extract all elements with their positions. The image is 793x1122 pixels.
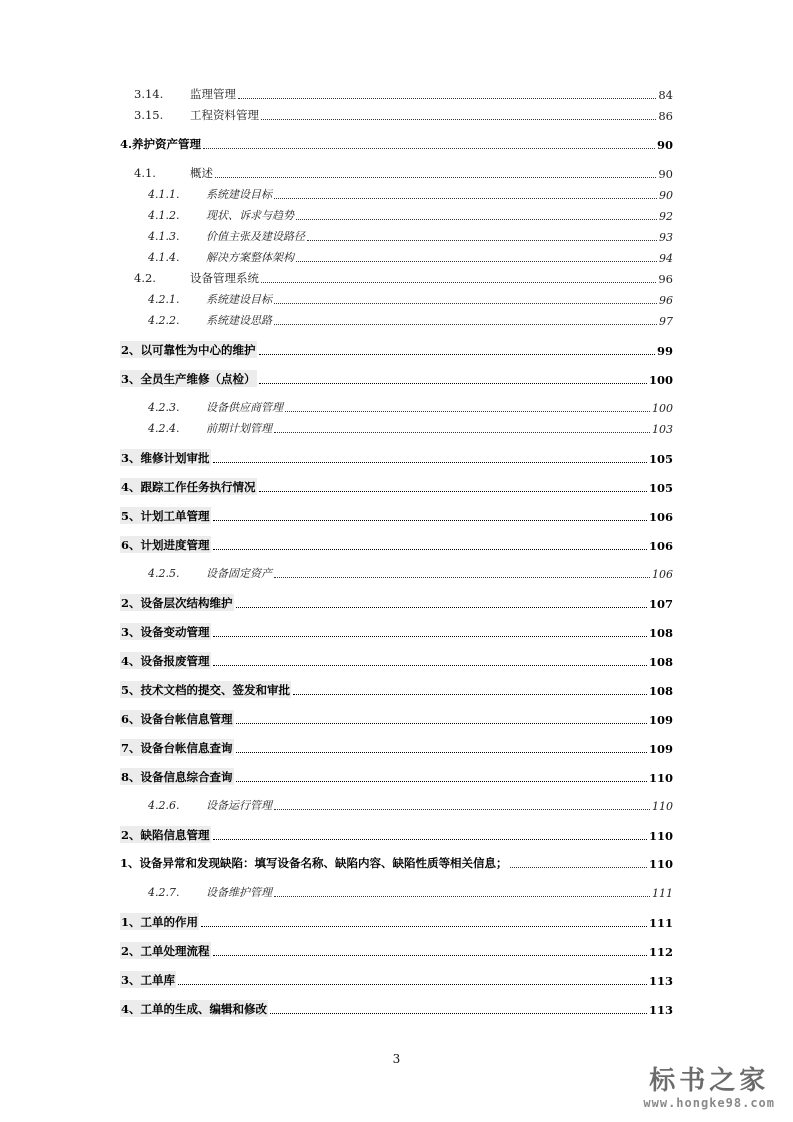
toc-title: 4、设备报废管理 bbox=[121, 654, 210, 668]
toc-title: 3、工单库 bbox=[121, 973, 176, 987]
dot-leader bbox=[296, 261, 657, 262]
toc-title: 1、工单的作用 bbox=[121, 915, 199, 929]
toc-entry[interactable] bbox=[120, 312, 673, 328]
toc-number: 3.15. bbox=[134, 108, 164, 122]
toc-title: 解决方案整体架构 bbox=[206, 251, 294, 264]
dot-leader bbox=[274, 432, 650, 433]
dot-leader bbox=[274, 809, 650, 810]
toc-page: 92 bbox=[659, 210, 673, 223]
toc-page: 97 bbox=[659, 315, 673, 328]
dot-leader bbox=[236, 781, 647, 782]
dot-leader bbox=[236, 723, 647, 724]
toc-entry[interactable] bbox=[120, 291, 673, 307]
dot-leader bbox=[238, 98, 656, 99]
toc-entry[interactable] bbox=[120, 165, 673, 181]
toc-page: 106 bbox=[648, 510, 673, 524]
toc-title: 系统建设思路 bbox=[206, 314, 272, 327]
toc-page: 99 bbox=[656, 344, 673, 358]
toc-entry[interactable] bbox=[120, 228, 673, 244]
toc-title: 前期计划管理 bbox=[206, 422, 272, 435]
toc-entry[interactable] bbox=[120, 913, 673, 930]
toc-page: 111 bbox=[648, 916, 673, 930]
toc-number: 4.1. bbox=[134, 166, 156, 180]
dot-leader bbox=[213, 665, 647, 666]
toc-entry[interactable] bbox=[120, 826, 673, 843]
toc-title: 4、工单的生成、编辑和修改 bbox=[121, 1002, 268, 1016]
toc-title: 概述 bbox=[190, 166, 213, 180]
toc-page: 112 bbox=[648, 945, 673, 959]
toc-entry[interactable] bbox=[120, 594, 673, 611]
toc-number: 3.14. bbox=[134, 87, 164, 101]
toc-title: 2、设备层次结构维护 bbox=[121, 596, 233, 610]
toc-number: 4.2.3. bbox=[148, 401, 180, 414]
toc-page: 90 bbox=[656, 138, 673, 152]
toc-page: 113 bbox=[648, 974, 673, 988]
toc-entry[interactable] bbox=[120, 942, 673, 959]
dot-leader bbox=[213, 636, 647, 637]
toc-title: 2、工单处理流程 bbox=[121, 944, 210, 958]
toc-title: 5、计划工单管理 bbox=[121, 509, 210, 523]
watermark-logo bbox=[643, 1066, 775, 1110]
dot-leader bbox=[307, 240, 657, 241]
toc-entry[interactable] bbox=[120, 399, 673, 415]
toc-title: 养护资产管理 bbox=[132, 137, 202, 151]
page-number: 3 bbox=[392, 1052, 401, 1066]
toc-page: 113 bbox=[648, 1003, 673, 1017]
toc-title: 价值主张及建设路径 bbox=[206, 230, 305, 243]
toc-entry[interactable] bbox=[120, 739, 673, 756]
toc-number: 4.2. bbox=[134, 271, 156, 285]
toc-title: 3、维修计划审批 bbox=[121, 451, 210, 465]
toc-entry[interactable] bbox=[120, 270, 673, 286]
toc-page: 90 bbox=[659, 189, 673, 202]
dot-leader bbox=[259, 383, 647, 384]
toc-title: 2、缺陷信息管理 bbox=[121, 828, 210, 842]
dot-leader bbox=[274, 577, 650, 578]
toc-page: 105 bbox=[648, 481, 673, 495]
toc-page: 107 bbox=[648, 597, 673, 611]
toc-entry[interactable] bbox=[120, 107, 673, 123]
toc-entry[interactable] bbox=[120, 652, 673, 669]
toc-entry[interactable] bbox=[120, 623, 673, 640]
toc-title: 工程资料管理 bbox=[190, 108, 259, 122]
toc-title: 现状、诉求与趋势 bbox=[206, 209, 294, 222]
toc-entry[interactable] bbox=[120, 207, 673, 223]
toc-page: 106 bbox=[648, 539, 673, 553]
toc-number: 4.2.5. bbox=[148, 567, 180, 580]
toc-entry[interactable] bbox=[120, 536, 673, 553]
dot-leader bbox=[296, 219, 657, 220]
watermark-url: www.hongke98.com bbox=[643, 1096, 775, 1110]
dot-leader bbox=[293, 694, 647, 695]
toc-page: 108 bbox=[648, 655, 673, 669]
watermark-title: 标书之家 bbox=[649, 1066, 770, 1096]
toc-number: 4.1.2. bbox=[148, 209, 180, 222]
toc-page: 100 bbox=[648, 373, 673, 387]
toc-title: 设备供应商管理 bbox=[206, 401, 283, 414]
toc-page: 110 bbox=[648, 857, 673, 871]
toc-page: 108 bbox=[648, 684, 673, 698]
toc-entry[interactable] bbox=[120, 249, 673, 265]
toc-page: 110 bbox=[652, 800, 673, 813]
dot-leader bbox=[261, 282, 656, 283]
toc-page: 100 bbox=[652, 402, 673, 415]
dot-leader bbox=[203, 148, 655, 149]
dot-leader bbox=[213, 955, 647, 956]
toc-title: 3、全员生产维修（点检） bbox=[121, 372, 256, 386]
toc-title: 设备运行管理 bbox=[206, 799, 272, 812]
toc-entry[interactable] bbox=[120, 370, 673, 387]
toc-entry[interactable] bbox=[120, 186, 673, 202]
toc-number: 4.2.2. bbox=[148, 314, 180, 327]
toc-entry[interactable] bbox=[120, 971, 673, 988]
toc-entry[interactable] bbox=[120, 341, 673, 358]
toc-title: 设备固定资产 bbox=[206, 567, 272, 580]
toc-number: 4.1.4. bbox=[148, 251, 180, 264]
toc-entry[interactable] bbox=[120, 86, 673, 102]
dot-leader bbox=[274, 324, 657, 325]
toc-page: 93 bbox=[659, 231, 673, 244]
toc-entry[interactable] bbox=[120, 136, 673, 152]
toc-entry[interactable] bbox=[120, 507, 673, 524]
toc-number: 4.2.6. bbox=[148, 799, 180, 812]
dot-leader bbox=[270, 1013, 647, 1014]
toc-entry[interactable] bbox=[120, 681, 673, 698]
toc-page: 110 bbox=[648, 829, 673, 843]
toc-entry[interactable] bbox=[120, 768, 673, 785]
toc-title: 系统建设目标 bbox=[206, 188, 272, 201]
dot-leader bbox=[285, 411, 650, 412]
dot-leader bbox=[274, 896, 650, 897]
toc-title: 7、设备台帐信息查询 bbox=[121, 741, 233, 755]
toc-page: 109 bbox=[648, 713, 673, 727]
toc-number: 4.2.1. bbox=[148, 293, 180, 306]
dot-leader bbox=[201, 926, 647, 927]
toc-page: 105 bbox=[648, 452, 673, 466]
toc-entry[interactable] bbox=[120, 797, 673, 813]
toc-page: 111 bbox=[652, 887, 673, 900]
toc-title: 3、设备变动管理 bbox=[121, 625, 210, 639]
toc-page: 86 bbox=[658, 109, 673, 123]
toc-title: 监理管理 bbox=[190, 87, 236, 101]
toc-page: 90 bbox=[658, 167, 673, 181]
toc-page: 109 bbox=[648, 742, 673, 756]
dot-leader bbox=[236, 752, 647, 753]
toc-title: 5、技术文档的提交、签发和审批 bbox=[121, 683, 290, 697]
toc-entry[interactable] bbox=[120, 855, 673, 871]
dot-leader bbox=[213, 520, 647, 521]
toc-title: 设备维护管理 bbox=[206, 886, 272, 899]
toc-page: 103 bbox=[652, 423, 673, 436]
toc-title: 设备管理系统 bbox=[190, 271, 259, 285]
toc-page: 108 bbox=[648, 626, 673, 640]
toc-entry[interactable] bbox=[120, 478, 673, 495]
toc-page: 96 bbox=[658, 272, 673, 286]
dot-leader bbox=[236, 607, 647, 608]
toc-number: 4.2.4. bbox=[148, 422, 180, 435]
toc-number: 4. bbox=[120, 137, 133, 151]
dot-leader bbox=[510, 867, 647, 868]
toc-entry[interactable] bbox=[120, 1000, 673, 1017]
toc-page: 84 bbox=[658, 88, 673, 102]
dot-leader bbox=[274, 303, 657, 304]
dot-leader bbox=[213, 549, 647, 550]
toc-title: 4、跟踪工作任务执行情况 bbox=[121, 480, 256, 494]
toc-entry[interactable] bbox=[120, 449, 673, 466]
toc-page: 110 bbox=[648, 771, 673, 785]
dot-leader bbox=[274, 198, 657, 199]
toc-title: 6、计划进度管理 bbox=[121, 538, 210, 552]
dot-leader bbox=[213, 462, 647, 463]
toc-title: 2、以可靠性为中心的维护 bbox=[121, 343, 256, 357]
dot-leader bbox=[259, 354, 655, 355]
dot-leader bbox=[178, 984, 647, 985]
toc-page: 94 bbox=[659, 252, 673, 265]
toc-title: 1、设备异常和发现缺陷：填写设备名称、缺陷内容、缺陷性质等相关信息； bbox=[120, 856, 508, 870]
toc-title: 系统建设目标 bbox=[206, 293, 272, 306]
dot-leader bbox=[259, 491, 647, 492]
dot-leader bbox=[213, 839, 647, 840]
toc-number: 4.1.1. bbox=[148, 188, 180, 201]
toc-page: 106 bbox=[652, 568, 673, 581]
toc-title: 8、设备信息综合查询 bbox=[121, 770, 233, 784]
toc-entry[interactable] bbox=[120, 565, 673, 581]
dot-leader bbox=[215, 177, 656, 178]
toc-number: 4.2.7. bbox=[148, 886, 180, 899]
toc-title: 6、设备台帐信息管理 bbox=[121, 712, 233, 726]
toc-number: 4.1.3. bbox=[148, 230, 180, 243]
toc-entry[interactable] bbox=[120, 420, 673, 436]
toc-entry[interactable] bbox=[120, 710, 673, 727]
toc-entry[interactable] bbox=[120, 884, 673, 900]
dot-leader bbox=[261, 119, 656, 120]
toc-page: 96 bbox=[659, 294, 673, 307]
